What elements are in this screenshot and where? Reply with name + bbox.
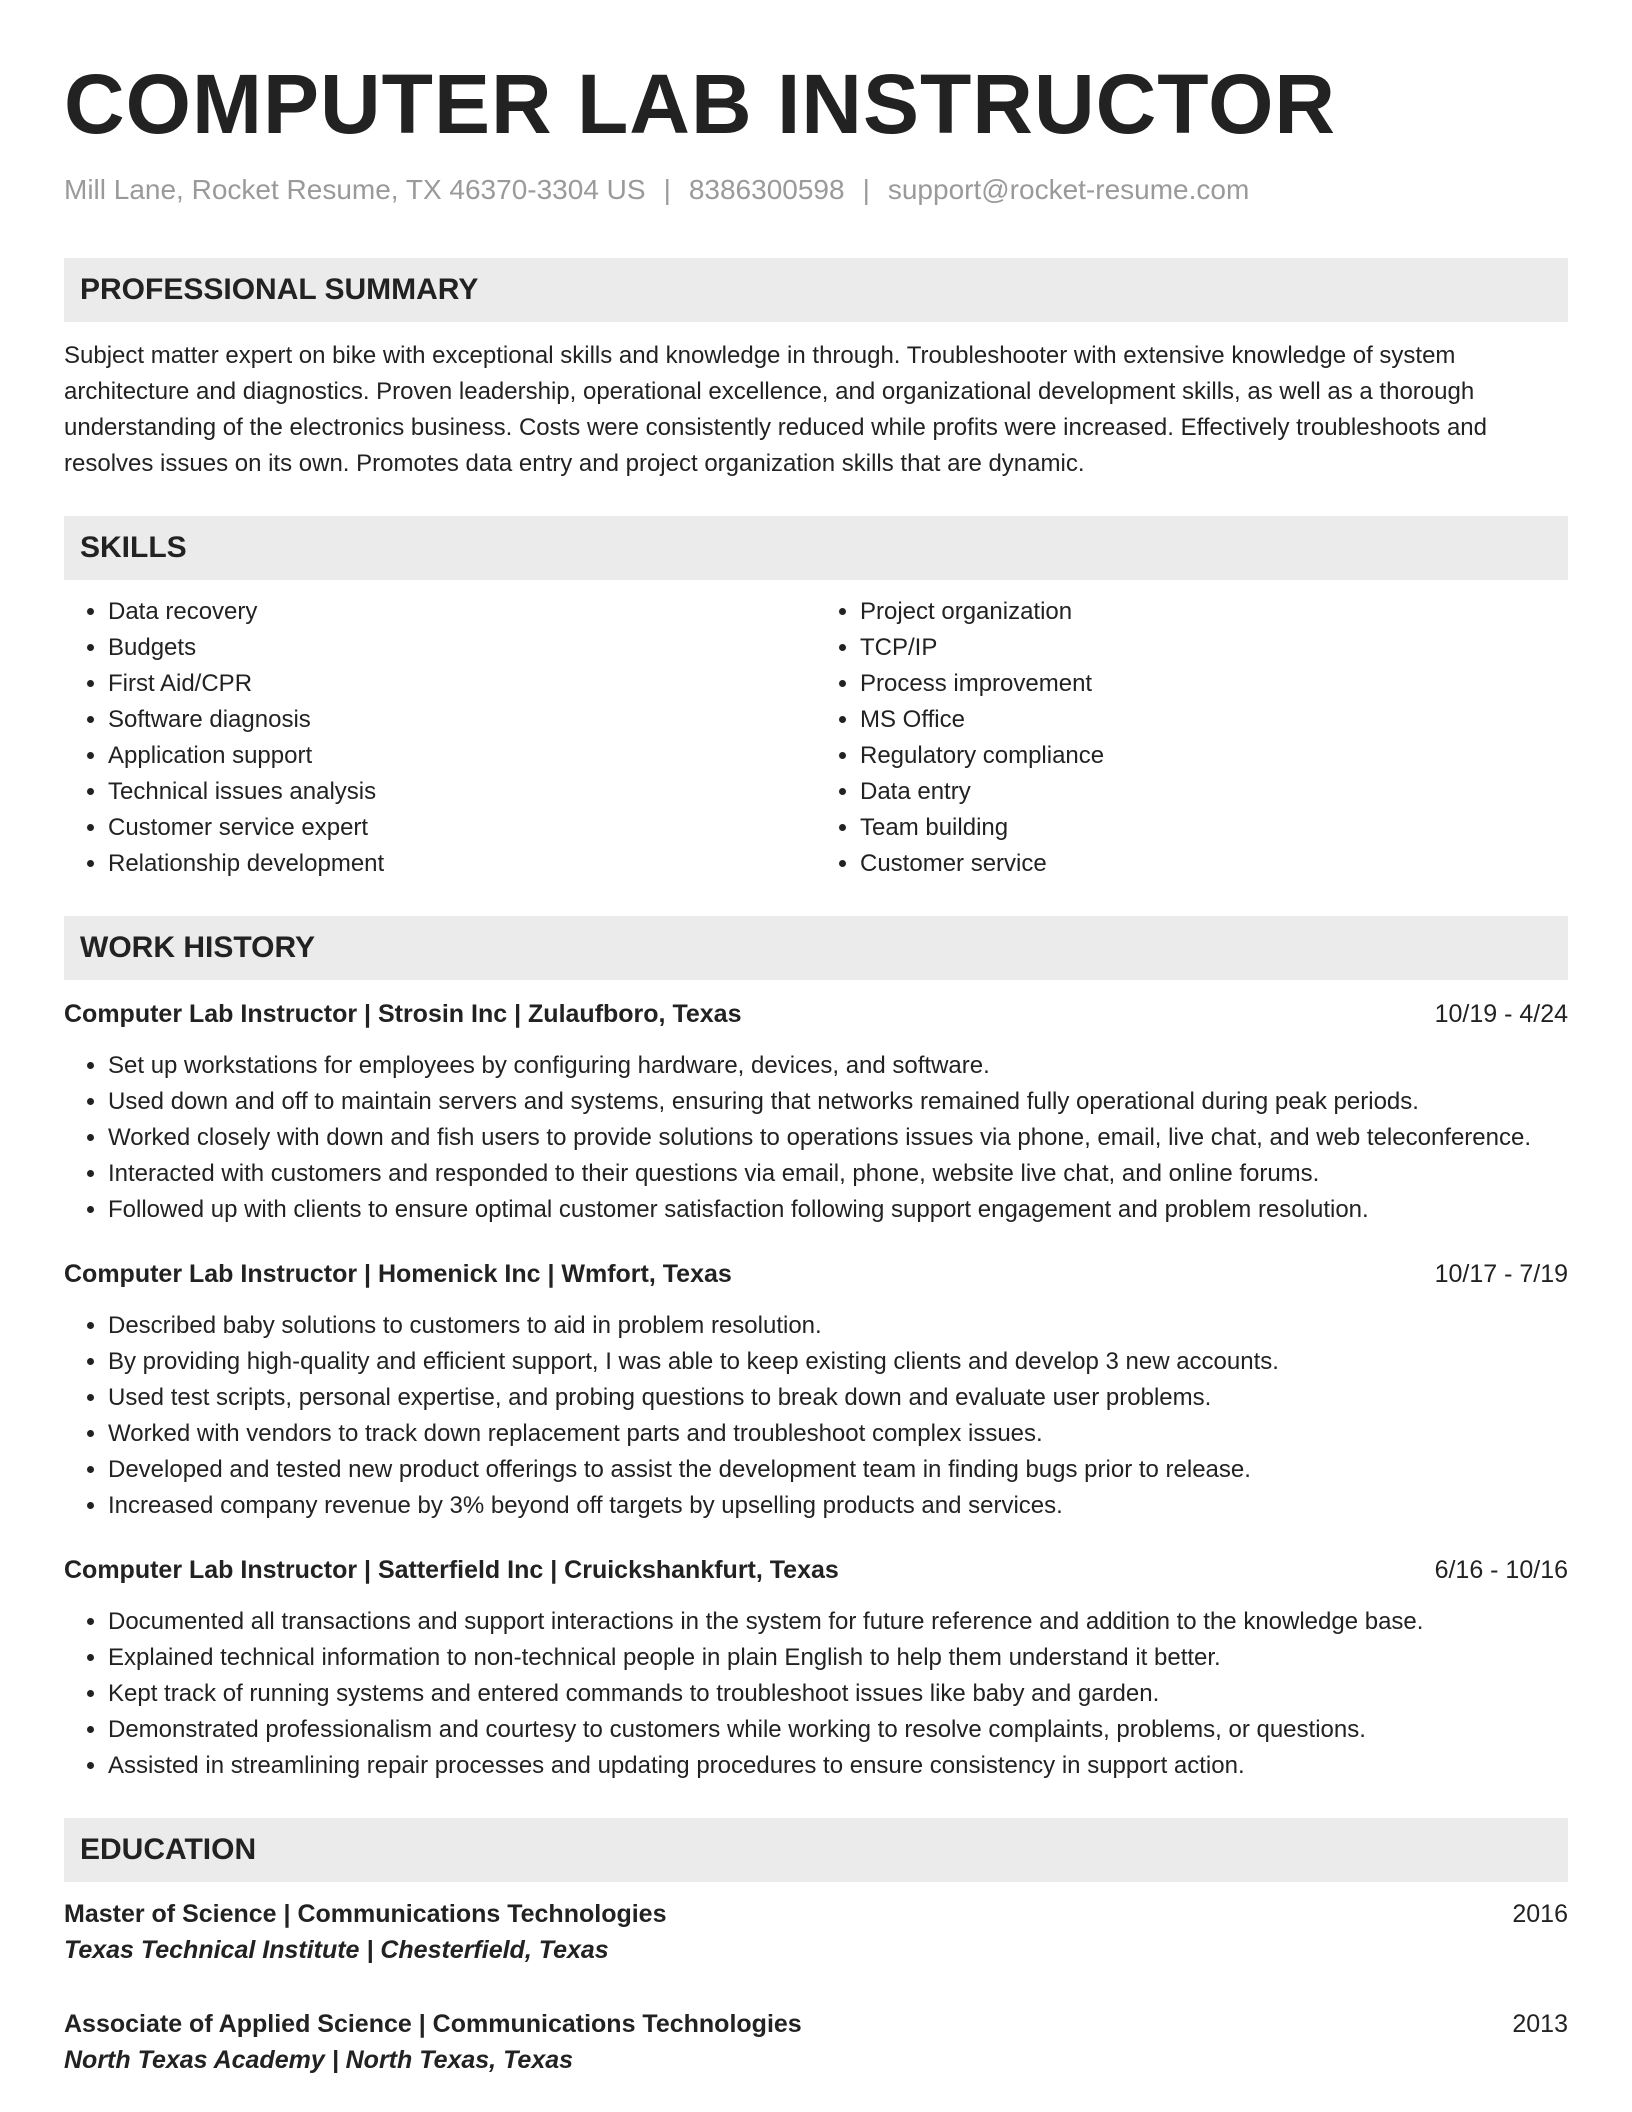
job-bullet: • Described baby solutions to customers to aid in problem resolution. bbox=[108, 1308, 1568, 1344]
job-header bbox=[64, 1256, 1568, 1292]
job-title: Computer Lab Instructor | Strosin Inc | Zulaufboro, Texas bbox=[64, 1000, 742, 1028]
education-school: Texas Technical Institute | Chesterfield, Texas bbox=[64, 1936, 609, 1964]
contact-separator: | bbox=[862, 174, 870, 205]
job-title: Computer Lab Instructor | Satterfield Inc | Cruickshankfurt, Texas bbox=[64, 1556, 839, 1584]
summary-paragraph: Subject matter expert on bike with exceptional skills and knowledge in through. Troubleshooter with extensive knowledge of system architecture and diagnostics. Proven leadership, operational excellence, and organizational development skills, as well as a thorough understanding of the electronics business. Costs were consistently reduced while profits were increased. Effectively troubleshoots and resolves issues on its own. Promotes data entry and project organization skills that are dynamic. bbox=[64, 342, 1487, 477]
contact-email: support@rocket-resume.com bbox=[887, 174, 1250, 205]
skill-item: • Project organization bbox=[860, 594, 1568, 630]
job-entry bbox=[64, 1256, 1568, 1524]
skill-item: • Data entry bbox=[860, 774, 1568, 810]
resume-name-title: COMPUTER LAB INSTRUCTOR bbox=[64, 57, 1337, 151]
education-year: 2013 bbox=[1512, 2010, 1568, 2038]
skill-item: • Software diagnosis bbox=[108, 702, 816, 738]
job-bullet: • Set up workstations for employees by configuring hardware, devices, and software. bbox=[108, 1048, 1568, 1084]
contact-phone: 8386300598 bbox=[688, 174, 845, 205]
section-heading-work-history: WORK HISTORY bbox=[64, 916, 1568, 980]
education-entry bbox=[64, 1896, 1568, 1968]
skills-column-right bbox=[816, 594, 1568, 882]
education-header bbox=[64, 1896, 1568, 1932]
education-school: North Texas Academy | North Texas, Texas bbox=[64, 2046, 574, 2074]
job-bullet: • Followed up with clients to ensure optimal customer satisfaction following support engagement and problem resolution. bbox=[108, 1192, 1568, 1228]
job-title: Computer Lab Instructor | Homenick Inc | Wmfort, Texas bbox=[64, 1260, 732, 1288]
section-heading-education: EDUCATION bbox=[64, 1818, 1568, 1882]
contact-separator: | bbox=[663, 174, 671, 205]
skill-item: • Relationship development bbox=[108, 846, 816, 882]
job-bullet: • Kept track of running systems and entered commands to troubleshoot issues like baby and garden. bbox=[108, 1676, 1568, 1712]
skill-item: • Budgets bbox=[108, 630, 816, 666]
skill-item: • TCP/IP bbox=[860, 630, 1568, 666]
job-header bbox=[64, 996, 1568, 1032]
job-dates: 6/16 - 10/16 bbox=[1434, 1556, 1568, 1584]
education-degree: Associate of Applied Science | Communications Technologies bbox=[64, 2010, 802, 2038]
education-year: 2016 bbox=[1512, 1900, 1568, 1928]
education-header bbox=[64, 2006, 1568, 2042]
job-dates: 10/17 - 7/19 bbox=[1434, 1260, 1568, 1288]
contact-line bbox=[64, 172, 1568, 208]
job-entry bbox=[64, 1552, 1568, 1784]
job-bullets bbox=[64, 1048, 1568, 1228]
skill-item: • Regulatory compliance bbox=[860, 738, 1568, 774]
job-bullet: • Demonstrated professionalism and courtesy to customers while working to resolve complaints, problems, or questions. bbox=[108, 1712, 1568, 1748]
job-bullet: • Interacted with customers and responded to their questions via email, phone, website live chat, and online forums. bbox=[108, 1156, 1568, 1192]
job-bullet: • Used down and off to maintain servers and systems, ensuring that networks remained fully operational during peak periods. bbox=[108, 1084, 1568, 1120]
education-entry bbox=[64, 2006, 1568, 2078]
job-header bbox=[64, 1552, 1568, 1588]
skill-item: • Process improvement bbox=[860, 666, 1568, 702]
job-bullet: • Used test scripts, personal expertise, and probing questions to break down and evaluate user problems. bbox=[108, 1380, 1568, 1416]
job-bullet: • Developed and tested new product offerings to assist the development team in finding bugs prior to release. bbox=[108, 1452, 1568, 1488]
skill-item: • First Aid/CPR bbox=[108, 666, 816, 702]
contact-address: Mill Lane, Rocket Resume, TX 46370-3304 US bbox=[64, 174, 646, 205]
job-bullet: • Explained technical information to non-technical people in plain English to help them understand it better. bbox=[108, 1640, 1568, 1676]
skill-item: • Application support bbox=[108, 738, 816, 774]
job-bullet: • Documented all transactions and support interactions in the system for future reference and addition to the knowledge base. bbox=[108, 1604, 1568, 1640]
job-bullets bbox=[64, 1308, 1568, 1524]
job-bullet: • Worked closely with down and fish users to provide solutions to operations issues via phone, email, live chat, and web teleconference. bbox=[108, 1120, 1568, 1156]
job-bullet: • Worked with vendors to track down replacement parts and troubleshoot complex issues. bbox=[108, 1416, 1568, 1452]
job-dates: 10/19 - 4/24 bbox=[1434, 1000, 1568, 1028]
job-bullets bbox=[64, 1604, 1568, 1784]
skill-item: • Customer service expert bbox=[108, 810, 816, 846]
job-bullet: • Increased company revenue by 3% beyond off targets by upselling products and services. bbox=[108, 1488, 1568, 1524]
skill-item: • Data recovery bbox=[108, 594, 816, 630]
education-degree: Master of Science | Communications Technologies bbox=[64, 1900, 667, 1928]
skill-item: • Technical issues analysis bbox=[108, 774, 816, 810]
skill-item: • MS Office bbox=[860, 702, 1568, 738]
job-bullet: • Assisted in streamlining repair processes and updating procedures to ensure consistency in support action. bbox=[108, 1748, 1568, 1784]
skill-item: • Team building bbox=[860, 810, 1568, 846]
skills-list bbox=[64, 594, 1568, 882]
section-heading-summary: PROFESSIONAL SUMMARY bbox=[64, 258, 1568, 322]
skill-item: • Customer service bbox=[860, 846, 1568, 882]
job-entry bbox=[64, 996, 1568, 1228]
skills-column-left bbox=[64, 594, 816, 882]
section-heading-skills: SKILLS bbox=[64, 516, 1568, 580]
job-bullet: • By providing high-quality and efficient support, I was able to keep existing clients and develop 3 new accounts. bbox=[108, 1344, 1568, 1380]
